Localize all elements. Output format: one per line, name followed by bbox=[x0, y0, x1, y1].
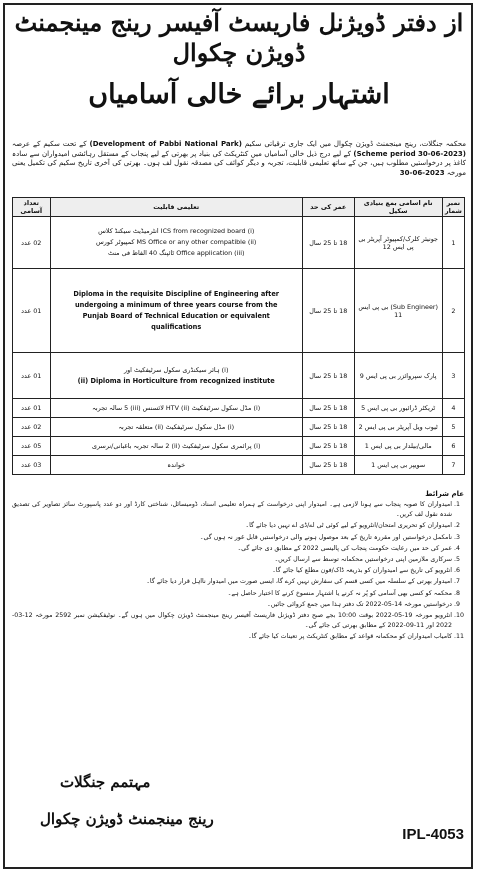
table-row bbox=[13, 399, 465, 418]
row-qualification bbox=[50, 353, 302, 399]
row-age: 18 تا 25 سال bbox=[302, 456, 354, 475]
list-item: 4. عمر کی حد میں رعایت حکومت پنجاب کی پالیسی 2022 کے مطابق دی جائے گی۔ bbox=[12, 544, 452, 554]
row-sr: 5 bbox=[442, 418, 464, 437]
list-item: 5. سرکاری ملازمین اپنی درخواستیں محکمانہ توسط سے ارسال کریں۔ bbox=[12, 555, 452, 565]
table-row bbox=[13, 437, 465, 456]
qual-line: (ii) Diploma in Horticulture from recognized institute bbox=[77, 376, 275, 385]
table-header-row bbox=[13, 198, 465, 217]
row-qualification bbox=[50, 269, 302, 353]
row-post-name: جونیئر کلرک/کمپیوٹر آپریٹر بی پی ایس 12 bbox=[354, 217, 442, 269]
qual-line: Diploma in the requisite Discipline of Engineering after bbox=[73, 289, 280, 298]
table-row bbox=[13, 269, 465, 353]
terms-list bbox=[12, 500, 466, 644]
ad-title: اشتہار برائے خالی آسامیاں bbox=[88, 79, 390, 110]
row-sr: 3 bbox=[442, 353, 464, 399]
row-sr: 6 bbox=[442, 437, 464, 456]
ipl-code: IPL-4053 bbox=[402, 826, 464, 843]
row-post-name: ٹیوب ویل آپریٹر بی پی ایس 2 bbox=[354, 418, 442, 437]
row-age: 18 تا 25 سال bbox=[302, 437, 354, 456]
intro-period: (Scheme period bbox=[353, 149, 416, 158]
list-item: 2. امیدواران کو تحریری امتحان/انٹرویو کے لیے کوئی ٹی اے/ڈی اے نہیں دیا جائے گا۔ bbox=[12, 521, 452, 531]
row-post-name: پارک سپروائزر بی پی ایس 9 bbox=[354, 353, 442, 399]
qual-line: Punjab Board of Technical Education or equivalent bbox=[82, 311, 270, 320]
qual-line: qualifications bbox=[151, 322, 202, 331]
list-item: 6. انٹرویو کی تاریخ سے امیدواران کو بذریعہ ڈاک/فون مطلع کیا جائے گا۔ bbox=[12, 566, 452, 576]
table-row bbox=[13, 217, 465, 269]
intro-line2: کے لیے درج ذیل خالی آسامیاں میں کنٹریکٹ کی بنیاد پر بھرتی کے لیے پنجاب کے مستقل رہائشی امیدواران سے سادہ کاغذ پر درخواستیں مطلوب ہیں، جن کے ساتھ تعلیمی bbox=[12, 149, 466, 167]
header-sr: نمبر شمار bbox=[442, 198, 464, 217]
row-age: 18 تا 25 سال bbox=[302, 217, 354, 269]
list-item: 1. امیدواران کا صوبہ پنجاب سے ہونا لازمی ہے۔ امیدوار اپنی درخواست کے ہمراہ تعلیمی اسناد، ڈومیسائل، شناختی کارڈ اور دو عدد پاسپورٹ سائز تصاویر کی تصدیق شدہ نقول لف کریں۔ bbox=[12, 500, 452, 520]
row-qualification: (i) مڈل سکول سرٹیفکیٹ (ii) HTV لائسنس (iii) 5 سالہ تجربہ bbox=[50, 399, 302, 418]
intro-line3: قابلیت، تجربہ و دیگر کوائف کی مصدقہ نقول لف ہوں۔ بھرتی کی آخری تاریخ سکیم کی تکمیل یعنی مورخہ bbox=[12, 159, 466, 177]
list-item: 10. انٹرویو مورخہ 19-05-2022 بوقت 10:00 بجے صبح دفتر ڈویژنل فاریسٹ آفیسر رینج مینجمنٹ ڈویژن چکوال میں ہوں گے۔ نوٹیفکیشن نمبر 2592 مورخہ 12-03-2022 اور 11-09-2022 کے مطابق بھرتی کی جائے گی۔ bbox=[12, 611, 452, 631]
table-row bbox=[13, 456, 465, 475]
intro-date1: 30-06-2023) bbox=[418, 149, 466, 158]
header-name: نام اسامی بمع بنیادی سکیل bbox=[354, 198, 442, 217]
row-count: 05 عدد bbox=[13, 437, 51, 456]
qual-line: undergoing a minimum of three years course from the bbox=[74, 300, 278, 309]
office-title: از دفتر ڈویژنل فاریسٹ آفیسر رینج مینجمنٹ ڈویژن چکوال bbox=[14, 8, 464, 67]
row-qualification: خواندہ bbox=[50, 456, 302, 475]
row-post-name: ٹریکٹر ڈرائیور بی پی ایس 5 bbox=[354, 399, 442, 418]
row-sr: 2 bbox=[442, 269, 464, 353]
row-count: 01 عدد bbox=[13, 269, 51, 353]
row-post-name: سویپر بی پی ایس 1 bbox=[354, 456, 442, 475]
terms-heading: عام شرائط bbox=[425, 490, 464, 498]
intro-date2: 30-06-2023 bbox=[399, 168, 445, 177]
row-age: 18 تا 25 سال bbox=[302, 269, 354, 353]
row-count: 01 عدد bbox=[13, 399, 51, 418]
row-post-name: (Sub Engineer) بی پی ایس 11 bbox=[354, 269, 442, 353]
header-qualification: تعلیمی قابلیت bbox=[50, 198, 302, 217]
signature-title: مہتمم جنگلات bbox=[60, 773, 151, 791]
list-item: 7. امیدوار بھرتی کے سلسلہ میں کسی قسم کی سفارش نہیں کرے گا، ایسی صورت میں امیدوار نااہل قرار دیا جائے گا۔ bbox=[12, 577, 452, 587]
qual-line: MS Office or any other compatible (ii) کمپیوٹر کورس bbox=[96, 238, 257, 246]
row-sr: 4 bbox=[442, 399, 464, 418]
row-qualification: (i) مڈل سکول سرٹیفکیٹ (ii) متعلقہ تجربہ bbox=[50, 418, 302, 437]
list-item: 3. نامکمل درخواستیں اور مقررہ تاریخ کے بعد موصول ہونے والی درخواستیں قابل غور نہ ہوں گی۔ bbox=[12, 533, 452, 543]
intro-line1: محکمہ جنگلات، رینج مینجمنٹ ڈویژن چکوال میں ایک جاری ترقیاتی سکیم bbox=[244, 140, 466, 148]
row-age: 18 تا 25 سال bbox=[302, 418, 354, 437]
row-count: 02 عدد bbox=[13, 418, 51, 437]
row-sr: 7 bbox=[442, 456, 464, 475]
row-post-name: مالی/بیلدار بی پی ایس 1 bbox=[354, 437, 442, 456]
header-age: عمر کی حد bbox=[302, 198, 354, 217]
row-count: 01 عدد bbox=[13, 353, 51, 399]
row-qualification bbox=[50, 217, 302, 269]
qual-line: ICS from recognized board (i) انٹرمیڈیٹ سیکنڈ کلاس bbox=[98, 227, 255, 235]
qual-line: (i) ہائر سیکنڈری سکول سرٹیفکیٹ اور bbox=[123, 365, 229, 374]
signature-office: رینج مینجمنٹ ڈویژن چکوال bbox=[40, 810, 214, 828]
row-sr: 1 bbox=[442, 217, 464, 269]
row-qualification: (i) پرائمری سکول سرٹیفکیٹ (ii) 2 سالہ تجربہ باغبانی/نرسری bbox=[50, 437, 302, 456]
row-count: 02 عدد bbox=[13, 217, 51, 269]
table-row bbox=[13, 353, 465, 399]
row-age: 18 تا 25 سال bbox=[302, 353, 354, 399]
list-item: 9. درخواستیں مورخہ 14-05-2022 تک دفتر ہذا میں جمع کروائی جائیں۔ bbox=[12, 600, 452, 610]
row-age: 18 تا 25 سال bbox=[302, 399, 354, 418]
qual-line: Office application (iii) ٹائپنگ 40 الفاظ فی منٹ bbox=[107, 249, 245, 257]
list-item: 11. کامیاب امیدواران کو محکمانہ قواعد کے مطابق کنٹریکٹ پر تعینات کیا جائے گا۔ bbox=[12, 632, 452, 642]
posts-table bbox=[12, 197, 465, 475]
row-count: 03 عدد bbox=[13, 456, 51, 475]
header-count: تعداد آسامی bbox=[13, 198, 51, 217]
table-row bbox=[13, 418, 465, 437]
intro-line1b: کے تحت سکیم کے عرصہ bbox=[12, 140, 87, 148]
intro-project: (Development of Pabbi National Park) bbox=[89, 140, 242, 148]
list-item: 8. محکمہ کو کسی بھی آسامی کو پُر نہ کرنے یا اشتہار منسوخ کرنے کا اختیار حاصل ہے۔ bbox=[12, 589, 452, 599]
intro-paragraph bbox=[12, 140, 466, 178]
